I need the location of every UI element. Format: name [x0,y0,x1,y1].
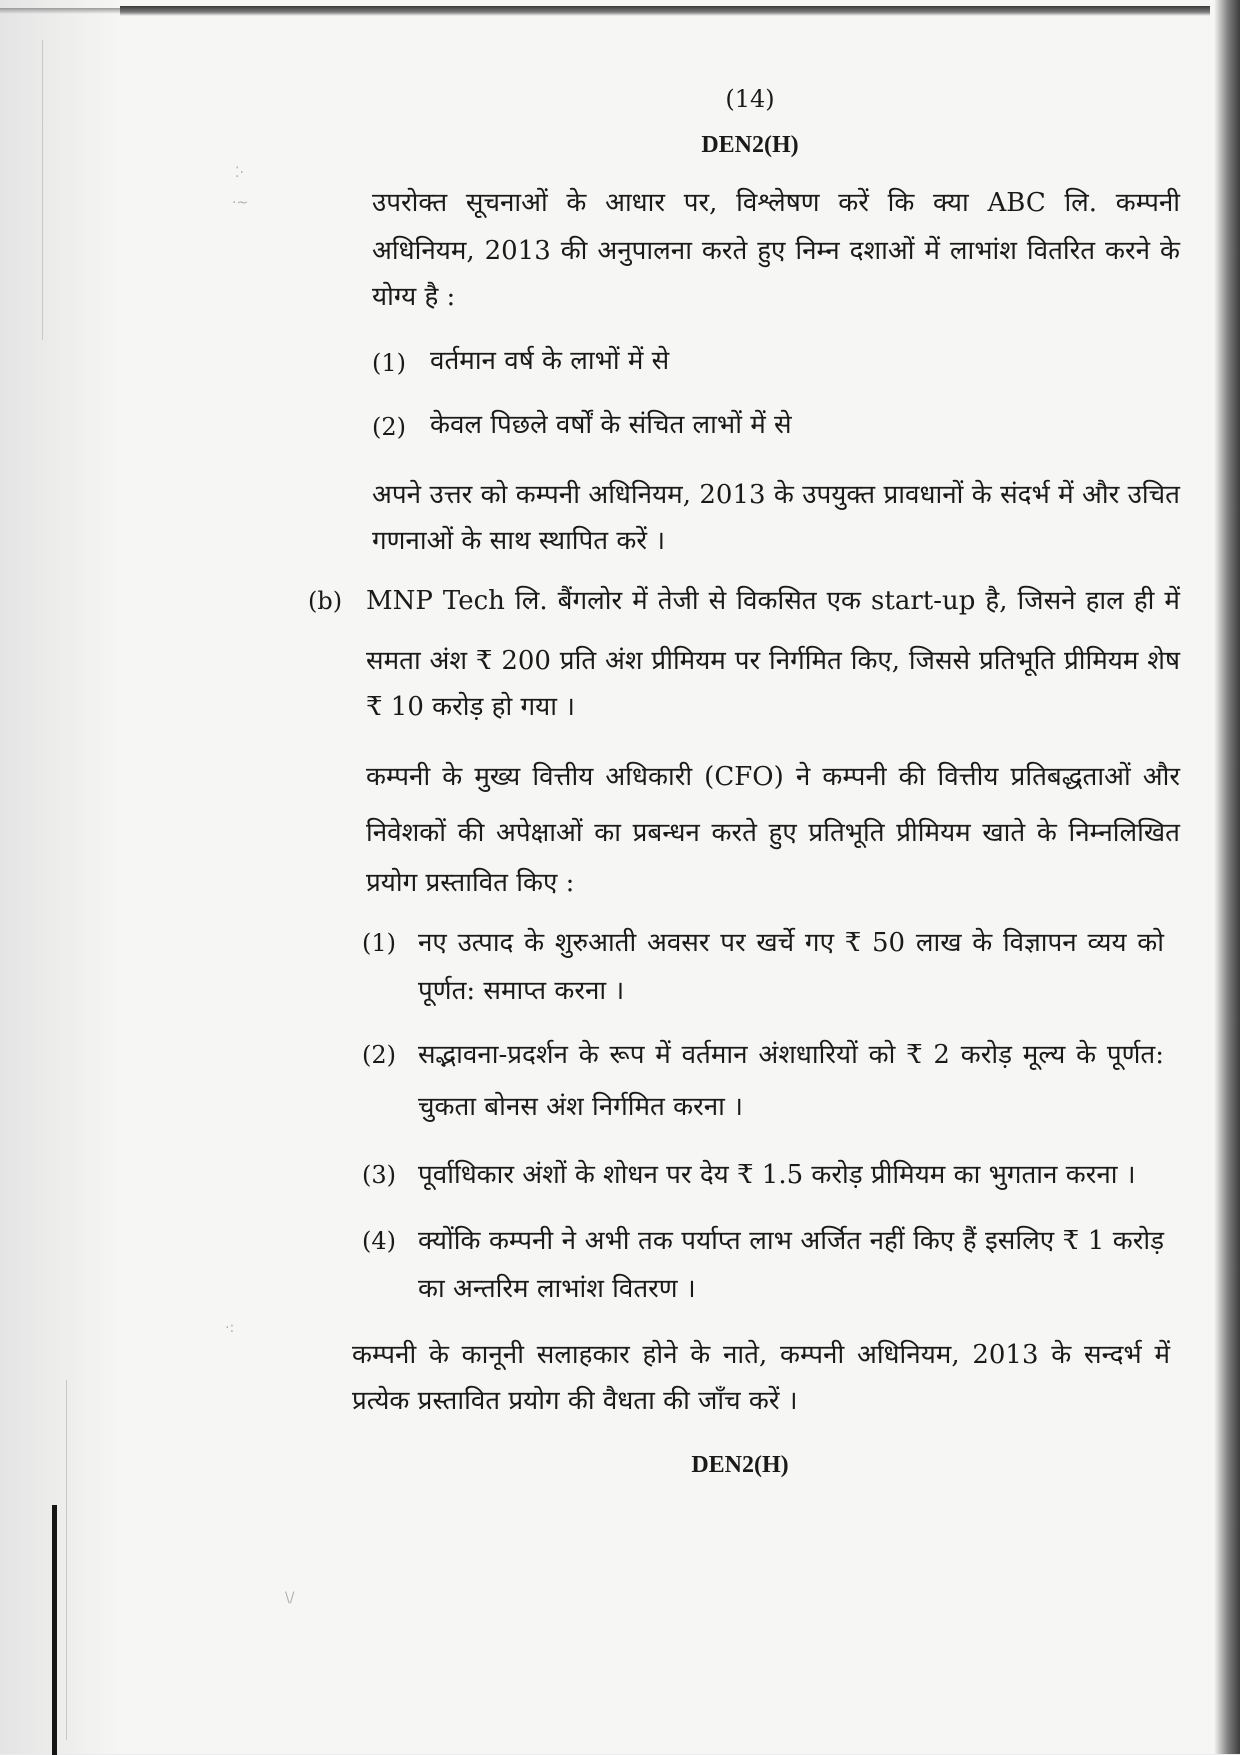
case-number: (1) [372,349,406,377]
part-b-para2-line: कम्पनी के मुख्य वित्तीय अधिकारी (CFO) ने कम्पनी की वित्तीय प्रतिबद्धताओं और [366,762,1180,792]
scan-speck: ⁚· [235,165,244,181]
part-b-para2-line: प्रयोग प्रस्तावित किए : [366,868,575,898]
case-text: वर्तमान वर्ष के लाभों में से [430,346,670,376]
proposal-number: (4) [362,1227,396,1255]
case-number: (2) [372,413,406,441]
proposal-line: पूर्णत: समाप्त करना । [418,976,625,1006]
case-text: केवल पिछले वर्षों के संचित लाभों में से [430,410,792,440]
page-top-edge-left [0,8,122,14]
paper-code-top: DEN2(H) [701,132,799,158]
page-right-edge [1214,0,1240,1754]
paper-code-bottom: DEN2(H) [691,1452,789,1478]
part-b-para1-line: MNP Tech लि. बैंगलोर में तेजी से विकसित एक start-up है, जिसने हाल ही में [366,586,1180,616]
scan-speck: \/ [285,1590,295,1606]
proposal-line: पूर्वाधिकार अंशों के शोधन पर देय ₹ 1.5 करोड़ प्रीमियम का भुगतान करना । [418,1160,1136,1190]
part-b-para1-line: समता अंश ₹ 200 प्रति अंश प्रीमियम पर निर्गमित किए, जिससे प्रतिभूति प्रीमियम शेष [366,646,1180,676]
proposal-line: चुकता बोनस अंश निर्गमित करना । [418,1092,744,1122]
closing-line: कम्पनी के कानूनी सलाहकार होने के नाते, कम्पनी अधिनियम, 2013 के सन्दर्भ में [352,1340,1170,1370]
intro-line: योग्य है : [372,282,456,312]
page-number: (14) [725,85,775,113]
fold-line [66,1380,67,1740]
proposal-line: का अन्तरिम लाभांश वितरण । [418,1274,696,1304]
proposal-line: क्योंकि कम्पनी ने अभी तक पर्याप्त लाभ अर्जित नहीं किए हैं इसलिए ₹ 1 करोड़ [418,1226,1164,1256]
scan-speck: ·: [225,1320,235,1336]
part-b-para1-line: ₹ 10 करोड़ हो गया । [366,692,576,722]
part-b-para2-line: निवेशकों की अपेक्षाओं का प्रबन्धन करते हुए प्रतिभूति प्रीमियम खाते के निम्नलिखित [366,818,1180,848]
scan-speck: ·~ [232,195,249,211]
part-b-label: (b) [308,587,343,615]
intro-line: अधिनियम, 2013 की अनुपालना करते हुए निम्न दशाओं में लाभांश वितरित करने के [372,236,1180,266]
page-left-shadow [0,0,120,1754]
instruction-line: अपने उत्तर को कम्पनी अधिनियम, 2013 के उपयुक्त प्रावधानों के संदर्भ में और उचित [372,480,1180,510]
intro-line: उपरोक्त सूचनाओं के आधार पर, विश्लेषण करें कि क्या ABC लि. कम्पनी [372,188,1180,218]
page-top-edge [120,6,1210,16]
instruction-line: गणनाओं के साथ स्थापित करें । [372,526,666,556]
proposal-line: सद्भावना-प्रदर्शन के रूप में वर्तमान अंशधारियों को ₹ 2 करोड़ मूल्य के पूर्णत: [418,1040,1164,1070]
proposal-number: (1) [362,929,396,957]
proposal-line: नए उत्पाद के शुरुआती अवसर पर खर्चे गए ₹ 50 लाख के विज्ञापन व्यय को [418,928,1164,958]
margin-bar [52,1505,57,1755]
closing-line: प्रत्येक प्रस्तावित प्रयोग की वैधता की जाँच करें । [352,1386,798,1416]
proposal-number: (3) [362,1161,396,1189]
proposal-number: (2) [362,1041,396,1069]
